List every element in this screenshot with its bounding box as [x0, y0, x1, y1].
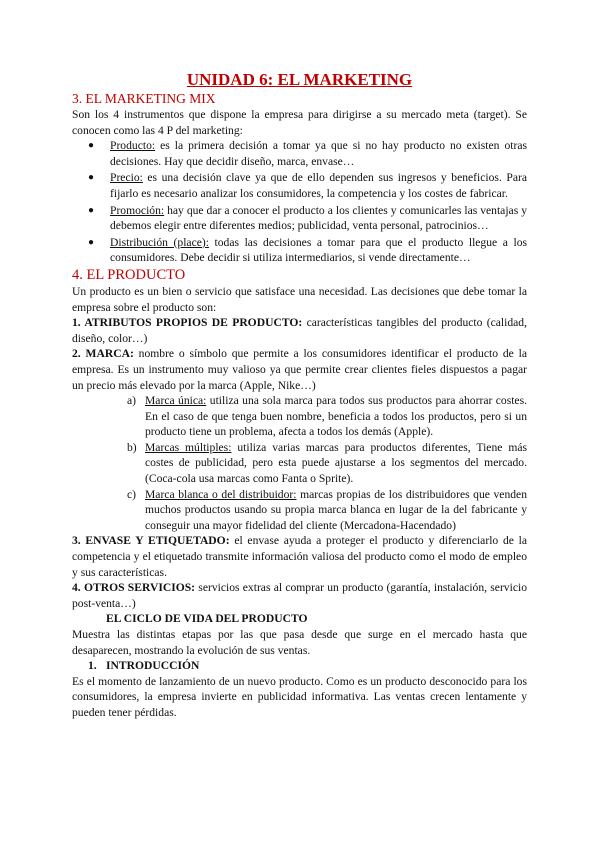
section-heading-marketing-mix: 3. EL MARKETING MIX [72, 91, 216, 106]
otros-text: servicios extras al comprar un producto (garantía, instalación, servicio post-venta…) [72, 581, 527, 610]
envase-paragraph [72, 533, 527, 580]
item-term: Marcas múltiples: [145, 440, 232, 454]
introduccion-text: Es el momento de lanzamiento de un nuevo producto. Como es un producto desconocido para los consumidores, la empresa invierte en publicidad informativa. Las ventas crecen lentamente y pueden tener pérdidas. [72, 674, 527, 719]
bullet-icon: ● [88, 204, 95, 216]
list-item [72, 203, 527, 234]
item-term: Marca única: [145, 394, 207, 408]
bullet-text: todas las decisiones a tomar para que el producto llegue a los consumidores. Debe decidir si utiliza intermediarios, si vende directamente… [110, 235, 528, 265]
document-page [72, 70, 527, 721]
marca-paragraph [72, 346, 527, 393]
ciclo-intro: Muestra las distintas etapas por las que pasa desde que surge en el mercado hasta que desaparecen, mostrando la evolución de sus ventas. [72, 628, 527, 657]
item-letter: c) [127, 487, 137, 501]
item-letter: a) [127, 394, 137, 408]
atributos-label: 1. ATRIBUTOS PROPIOS DE PRODUCTO: [72, 316, 303, 330]
bullet-text: hay que dar a conocer el producto a los clientes y comunicarles las ventajas y debemos elegir entre diferentes medios; publicidad, venta personal, patrocinios… [110, 203, 527, 233]
page-title: UNIDAD 6: EL MARKETING [186, 70, 413, 89]
bullet-text: es la primera decisión a tomar ya que si no hay producto no existen otras decisiones. Hay que decidir diseño, marca, envase… [110, 139, 527, 168]
otros-paragraph [72, 580, 527, 611]
producto-intro: Un producto es un bien o servicio que satisface una necesidad. Las decisiones que debe tomar la empresa sobre el producto son: [72, 284, 527, 314]
marca-label: 2. MARCA: [72, 347, 134, 361]
bullet-term: Precio: [110, 171, 143, 185]
marca-types-list [72, 393, 527, 533]
item-text: utiliza varias marcas para productos diferentes, Tiene más costes de publicidad, pero esta puede ajustarse a los segmentos del mercado. (Coca-cola usa marcas como Fanta o Sprite). [145, 440, 527, 486]
atributos-text: características tangibles del producto (calidad, diseño, color…) [72, 316, 527, 345]
bullet-text: es una decisión clave ya que de ello dependen sus ingresos y beneficios. Para fijarlo es necesario analizar los consumidores, la competencia y los costes de fabricar. [110, 171, 527, 200]
bullet-term: Distribución (place): [110, 235, 209, 249]
list-item [72, 487, 527, 534]
heading-number: 1. [88, 659, 97, 673]
bullet-term: Promoción: [110, 203, 165, 217]
introduccion-heading [88, 658, 527, 674]
item-text: utiliza una sola marca para todos sus productos para ahorrar costes. En el caso de que tenga buen nombre, beneficia a todos los productos, pero si un producto tiene un problema, afecta a todos los demás (Apple). [145, 394, 527, 439]
otros-label: 4. OTROS SERVICIOS: [72, 581, 196, 595]
list-item [72, 440, 527, 487]
envase-text: el envase ayuda a proteger el producto y diferenciarlo de la competencia y el etiquetado transmite información valiosa del producto como el modo de empleo y sus características. [72, 534, 527, 579]
item-letter: b) [127, 440, 137, 454]
bullet-icon: ● [88, 172, 95, 184]
list-item [72, 170, 527, 201]
bullet-term: Producto: [110, 139, 156, 153]
list-item [72, 138, 527, 169]
heading-text: INTRODUCCIÓN [106, 659, 200, 673]
envase-label: 3. ENVASE Y ETIQUETADO: [72, 534, 230, 548]
section-heading-producto: 4. EL PRODUCTO [72, 266, 186, 283]
marca-text: nombre o símbolo que permite a los consumidores identificar el producto de la empresa. Es un instrumento muy valioso ya que permite crear clientes fieles dispuestos a pagar un precio más elevado por la marca (Apple, Nike…) [72, 347, 527, 392]
ciclo-heading: EL CICLO DE VIDA DEL PRODUCTO [106, 612, 308, 626]
item-text: marcas propias de los distribuidores que venden muchos productos usando su propia marca blanca en lugar de la del fabricante y conseguir una mayor fidelidad del cliente (Mercadona-Hacendado) [145, 487, 527, 532]
item-term: Marca blanca o del distribuidor: [145, 487, 297, 501]
bullet-icon: ● [88, 140, 95, 152]
marketing-mix-list [72, 138, 527, 266]
atributos-paragraph [72, 315, 527, 346]
marketing-mix-intro: Son los 4 instrumentos que dispone la empresa para dirigirse a su mercado meta (target). Se conocen como las 4 P del marketing: [72, 108, 527, 137]
list-item [72, 235, 527, 266]
list-item [72, 393, 527, 440]
bullet-icon: ● [88, 236, 95, 248]
